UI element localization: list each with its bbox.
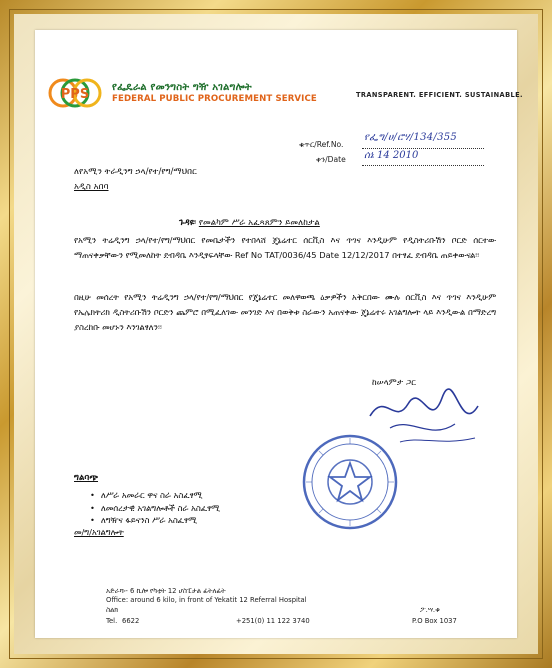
list-item: • ለግዥና ፋይናንስ ሥራ አስፈፃሚ bbox=[90, 514, 220, 527]
footer-phone-2: +251(0) 11 122 3740 bbox=[236, 617, 310, 625]
body-paragraph-2: በዚሁ መሰረት የአሚን ትሬዲንግ ኃላ/የተ/የግ/ማህበር የጄኔሬተር መለዋወጫ ዕቃዎችን አቅርበው ሙሉ ሰርቪስ እና ጥገና እንዲሁም የኤሌክትሪክ ዲስትሪቡሽን ቦርድን ጨምሮ በሚፈለገው መንገድ እና በወቅቱ ስራውን አጠናቀው ጄኔሬተሩ አገልግሎት ላይ እንዲውል በማድረግ ያስረከቡ መሆኑን እንገልፃለን፡፡ bbox=[74, 292, 496, 332]
date-line bbox=[362, 165, 484, 166]
list-item: • ለመሰረታዊ አገልግሎቶች ስራ አስፈፃሚ bbox=[90, 502, 220, 515]
recipient-name: ለየአሚን ትራዲንግ ኃላ/የተ/የግ/ማህበር bbox=[74, 167, 197, 177]
footer-address-amharic: አድራሻ፡- 6 ኪሎ የካቲት 12 ሆስፒታል ፊትለፊት bbox=[106, 587, 226, 595]
list-item: • ለሥራ አመራር ዋና ስራ አስፈፃሚ bbox=[90, 489, 220, 502]
recipient-city: አዲስ አበባ bbox=[74, 182, 109, 192]
official-seal-stamp bbox=[300, 432, 400, 532]
agency-tagline: TRANSPARENT. EFFICIENT. SUSTAINABLE. bbox=[356, 91, 523, 99]
date-label: ቀን/Date bbox=[316, 155, 346, 164]
subject-label: ጉዳዩ፡ bbox=[179, 218, 197, 228]
closing-salutation: ከሠላምታ ጋር bbox=[372, 378, 416, 388]
cc-list bbox=[90, 489, 220, 527]
footer-phone-label: Tel. bbox=[106, 617, 118, 625]
footer-phone-label-amharic: ስልክ bbox=[106, 606, 118, 614]
footer-pobox: P.O Box 1037 bbox=[412, 617, 457, 625]
agency-name-amharic: የፌዴራል የመንግስት ግዥ አገልግሎት bbox=[112, 82, 252, 93]
subject-text: የመልካም ሥራ አፈጻጸምን ይመለከታል bbox=[198, 218, 320, 228]
pps-logo bbox=[48, 70, 102, 116]
ref-number-label: ቁጥር/Ref.No. bbox=[299, 140, 344, 149]
footer-address-english: Office: around 6 kilo, in front of Yekatit 12 Referral Hospital bbox=[106, 596, 307, 604]
logo-letters: PPS bbox=[60, 87, 90, 102]
body-paragraph-1: የአሚን ትሬዲንግ ኃላ/የተ/የግ/ማህበር የመቤታችን የተበላሸ ጄኔሬተር ሰርቪስ እና ጥገና እንዲሁም የዲስትሪቡሽን ቦርድ ሰርተው ማጠናቀቃቸውን የሚመለከት ደብዳቤ እንዲፃፍላቸው Ref No TAT/0036/45 Date 12/12/2017 በተፃፈ ደብዳቤ ጠይቀውናል፡፡ bbox=[74, 235, 496, 260]
subject-line bbox=[179, 218, 320, 228]
ref-number-line bbox=[362, 148, 484, 149]
date-value: ሰኔ 14 2010 bbox=[364, 150, 419, 161]
footer-phone-1: 6622 bbox=[122, 617, 140, 625]
agency-name-english: FEDERAL PUBLIC PROCUREMENT SERVICE bbox=[112, 94, 317, 104]
footer-pobox-label-amharic: ፖ.ሣ.ቁ bbox=[420, 606, 440, 614]
cc-title: ግልባጭ bbox=[74, 473, 99, 483]
ref-number-value: የፌግ/ሀ/ሮሃ/134/355 bbox=[364, 132, 458, 143]
cc-last-line: መ/ግ/አገልግሎት bbox=[74, 527, 124, 537]
